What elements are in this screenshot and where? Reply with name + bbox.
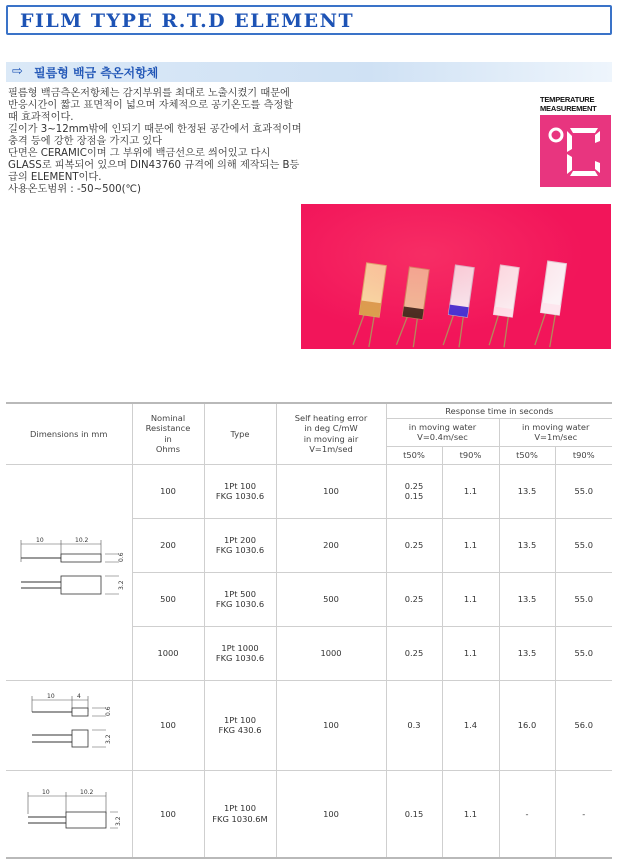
cell-w2-t50: 13.5 — [499, 626, 555, 680]
logo-line-2: MEASUREMENT — [540, 103, 597, 113]
cell-ohms: 200 — [132, 518, 204, 572]
cell-type — [204, 626, 276, 680]
type-line: 1Pt 100 — [223, 803, 256, 814]
description-line: 단면은 CERAMIC이며 그 부위에 백금선으로 씌어있고 다시 — [8, 148, 271, 159]
cell-w2-t90: 56.0 — [555, 680, 612, 770]
dim-label: 0.6 — [104, 706, 112, 716]
section-title: 필름형 백금 측온저항체 — [34, 66, 159, 80]
description-line: 필름형 백금측온저항체는 감지부위를 최대로 노출시켰기 때문에 — [8, 88, 290, 99]
value-line: 0.15 — [404, 491, 424, 501]
cell-type — [204, 518, 276, 572]
header-line: in moving air — [303, 433, 359, 444]
cell-w1-t50: 0.25 — [386, 626, 442, 680]
description-line: 사용온도범위 : -50~500(℃) — [8, 184, 141, 195]
table-row — [6, 680, 612, 770]
dim-label: 10.2 — [79, 788, 94, 796]
type-line: 1Pt 1000 — [221, 642, 259, 653]
cell-w2-t90: 55.0 — [555, 626, 612, 680]
table-row — [6, 770, 612, 858]
header-line: in deg C/mW — [304, 423, 358, 434]
cell-w2-t90: 55.0 — [555, 572, 612, 626]
cell-w1-t50: 0.15 — [386, 770, 442, 858]
cell-w1-t90: 1.1 — [442, 518, 499, 572]
type-line: 1Pt 500 — [223, 588, 256, 599]
header-line: V=1m/sed — [309, 444, 353, 455]
cell-self-heating: 100 — [276, 680, 386, 770]
cell-w1-t90: 1.1 — [442, 770, 499, 858]
cell-w2-t50: 13.5 — [499, 572, 555, 626]
type-line: FKG 1030.6M — [212, 813, 268, 824]
section-header — [6, 62, 612, 82]
cell-self-heating: 500 — [276, 572, 386, 626]
header-line: V=1m/sec — [534, 432, 578, 442]
cell-w1-t50: 0.3 — [386, 680, 442, 770]
cell-type — [204, 464, 276, 518]
cell-ohms: 100 — [132, 770, 204, 858]
temperature-measurement-logo — [540, 96, 610, 187]
header-line: Self heating error — [294, 412, 368, 423]
cell-w1-t90: 1.4 — [442, 680, 499, 770]
cell-w2-t90: 55.0 — [555, 518, 612, 572]
header-line: in moving water — [408, 421, 477, 432]
col-dimensions: Dimensions in mm — [6, 403, 132, 464]
cell-ohms: 1000 — [132, 626, 204, 680]
value-line: 0.25 — [404, 480, 424, 491]
cell-self-heating: 100 — [276, 770, 386, 858]
product-photo — [301, 204, 611, 349]
type-line: FKG 1030.6 — [215, 545, 265, 555]
page-title: FILM TYPE R.T.D ELEMENT — [20, 10, 355, 32]
description-line: 반응시간이 짧고 표면적이 넓으며 자체적으로 공기온도를 측정할 — [8, 100, 294, 111]
cell-ohms: 500 — [132, 572, 204, 626]
dim-label: 10 — [41, 788, 50, 796]
col-t90: t90% — [555, 446, 612, 464]
cell-w2-t50: - — [499, 770, 555, 858]
cell-w1-t90: 1.1 — [442, 572, 499, 626]
header-line: in moving water — [522, 421, 590, 432]
logo-line-1: TEMPERATURE — [540, 95, 595, 104]
cell-self-heating: 1000 — [276, 626, 386, 680]
dimension-drawing-icon — [14, 784, 124, 844]
cell-w1-t50 — [386, 464, 442, 518]
description-line: 급의 ELEMENT이다. — [8, 172, 102, 183]
arrow-right-icon: ⇨ — [12, 64, 23, 79]
dim-label: 3.2 — [104, 734, 112, 744]
cell-w2-t50: 13.5 — [499, 518, 555, 572]
type-line: FKG 430.6 — [218, 725, 262, 735]
type-line: FKG 1030.6 — [215, 599, 265, 609]
cell-w1-t50: 0.25 — [386, 518, 442, 572]
description-line: GLASS로 피복되어 있으며 DIN43760 규격에 의해 제작되는 B등 — [8, 160, 300, 171]
cell-self-heating: 200 — [276, 518, 386, 572]
dimension-drawing-icon — [14, 690, 124, 760]
type-line: 1Pt 100 — [223, 714, 256, 725]
cell-type — [204, 770, 276, 858]
header-line: V=0.4m/sec — [417, 432, 468, 442]
celsius-icon — [540, 115, 611, 187]
description-line: 때 효과적이다. — [8, 112, 74, 123]
col-type: Type — [204, 403, 276, 464]
cell-ohms: 100 — [132, 680, 204, 770]
dim-label: 3.2 — [117, 580, 125, 590]
dimension-drawing-2 — [6, 680, 132, 770]
description-text — [8, 88, 300, 196]
table-row — [6, 464, 612, 518]
col-t50: t50% — [499, 446, 555, 464]
dim-label: 0.6 — [117, 552, 125, 562]
header-line: Nominal — [150, 412, 186, 423]
cell-w2-t50: 13.5 — [499, 464, 555, 518]
cell-w1-t90: 1.1 — [442, 464, 499, 518]
header-line: Ohms — [155, 444, 181, 455]
dim-label: 10 — [46, 693, 55, 700]
cell-ohms: 100 — [132, 464, 204, 518]
col-response-time: Response time in seconds — [386, 403, 612, 418]
type-line: FKG 1030.6 — [215, 491, 265, 501]
dim-label: 3.2 — [114, 816, 122, 826]
dimension-drawing-icon — [9, 532, 129, 612]
type-line: 1Pt 100 — [223, 480, 256, 491]
type-line: 1Pt 200 — [223, 534, 256, 545]
title-bar — [6, 5, 612, 35]
col-moving-water-04 — [386, 418, 499, 446]
col-self-heating — [276, 403, 386, 464]
cell-self-heating: 100 — [276, 464, 386, 518]
dim-label: 10.2 — [74, 537, 89, 544]
cell-w1-t50: 0.25 — [386, 572, 442, 626]
dimension-drawing-3 — [6, 770, 132, 858]
col-t90: t90% — [442, 446, 499, 464]
cell-w2-t90: - — [555, 770, 612, 858]
cell-type — [204, 572, 276, 626]
description-line: 길이가 3~12mm밖에 인되기 때문에 한정된 공간에서 효과적이며 — [8, 124, 302, 135]
dim-label: 10 — [35, 537, 44, 544]
col-t50: t50% — [386, 446, 442, 464]
col-moving-water-1 — [499, 418, 612, 446]
dim-label: 4 — [76, 693, 81, 700]
cell-w2-t90: 55.0 — [555, 464, 612, 518]
cell-w2-t50: 16.0 — [499, 680, 555, 770]
description-line: 충격 등에 강한 장점을 가지고 있다 — [8, 136, 162, 147]
header-line: in — [164, 433, 172, 444]
cell-type — [204, 680, 276, 770]
type-line: FKG 1030.6 — [215, 653, 265, 663]
col-nominal-resistance — [132, 403, 204, 464]
dimension-drawing-1 — [6, 464, 132, 680]
specification-table — [6, 402, 612, 859]
header-line: Resistance — [145, 423, 191, 434]
cell-w1-t90: 1.1 — [442, 626, 499, 680]
